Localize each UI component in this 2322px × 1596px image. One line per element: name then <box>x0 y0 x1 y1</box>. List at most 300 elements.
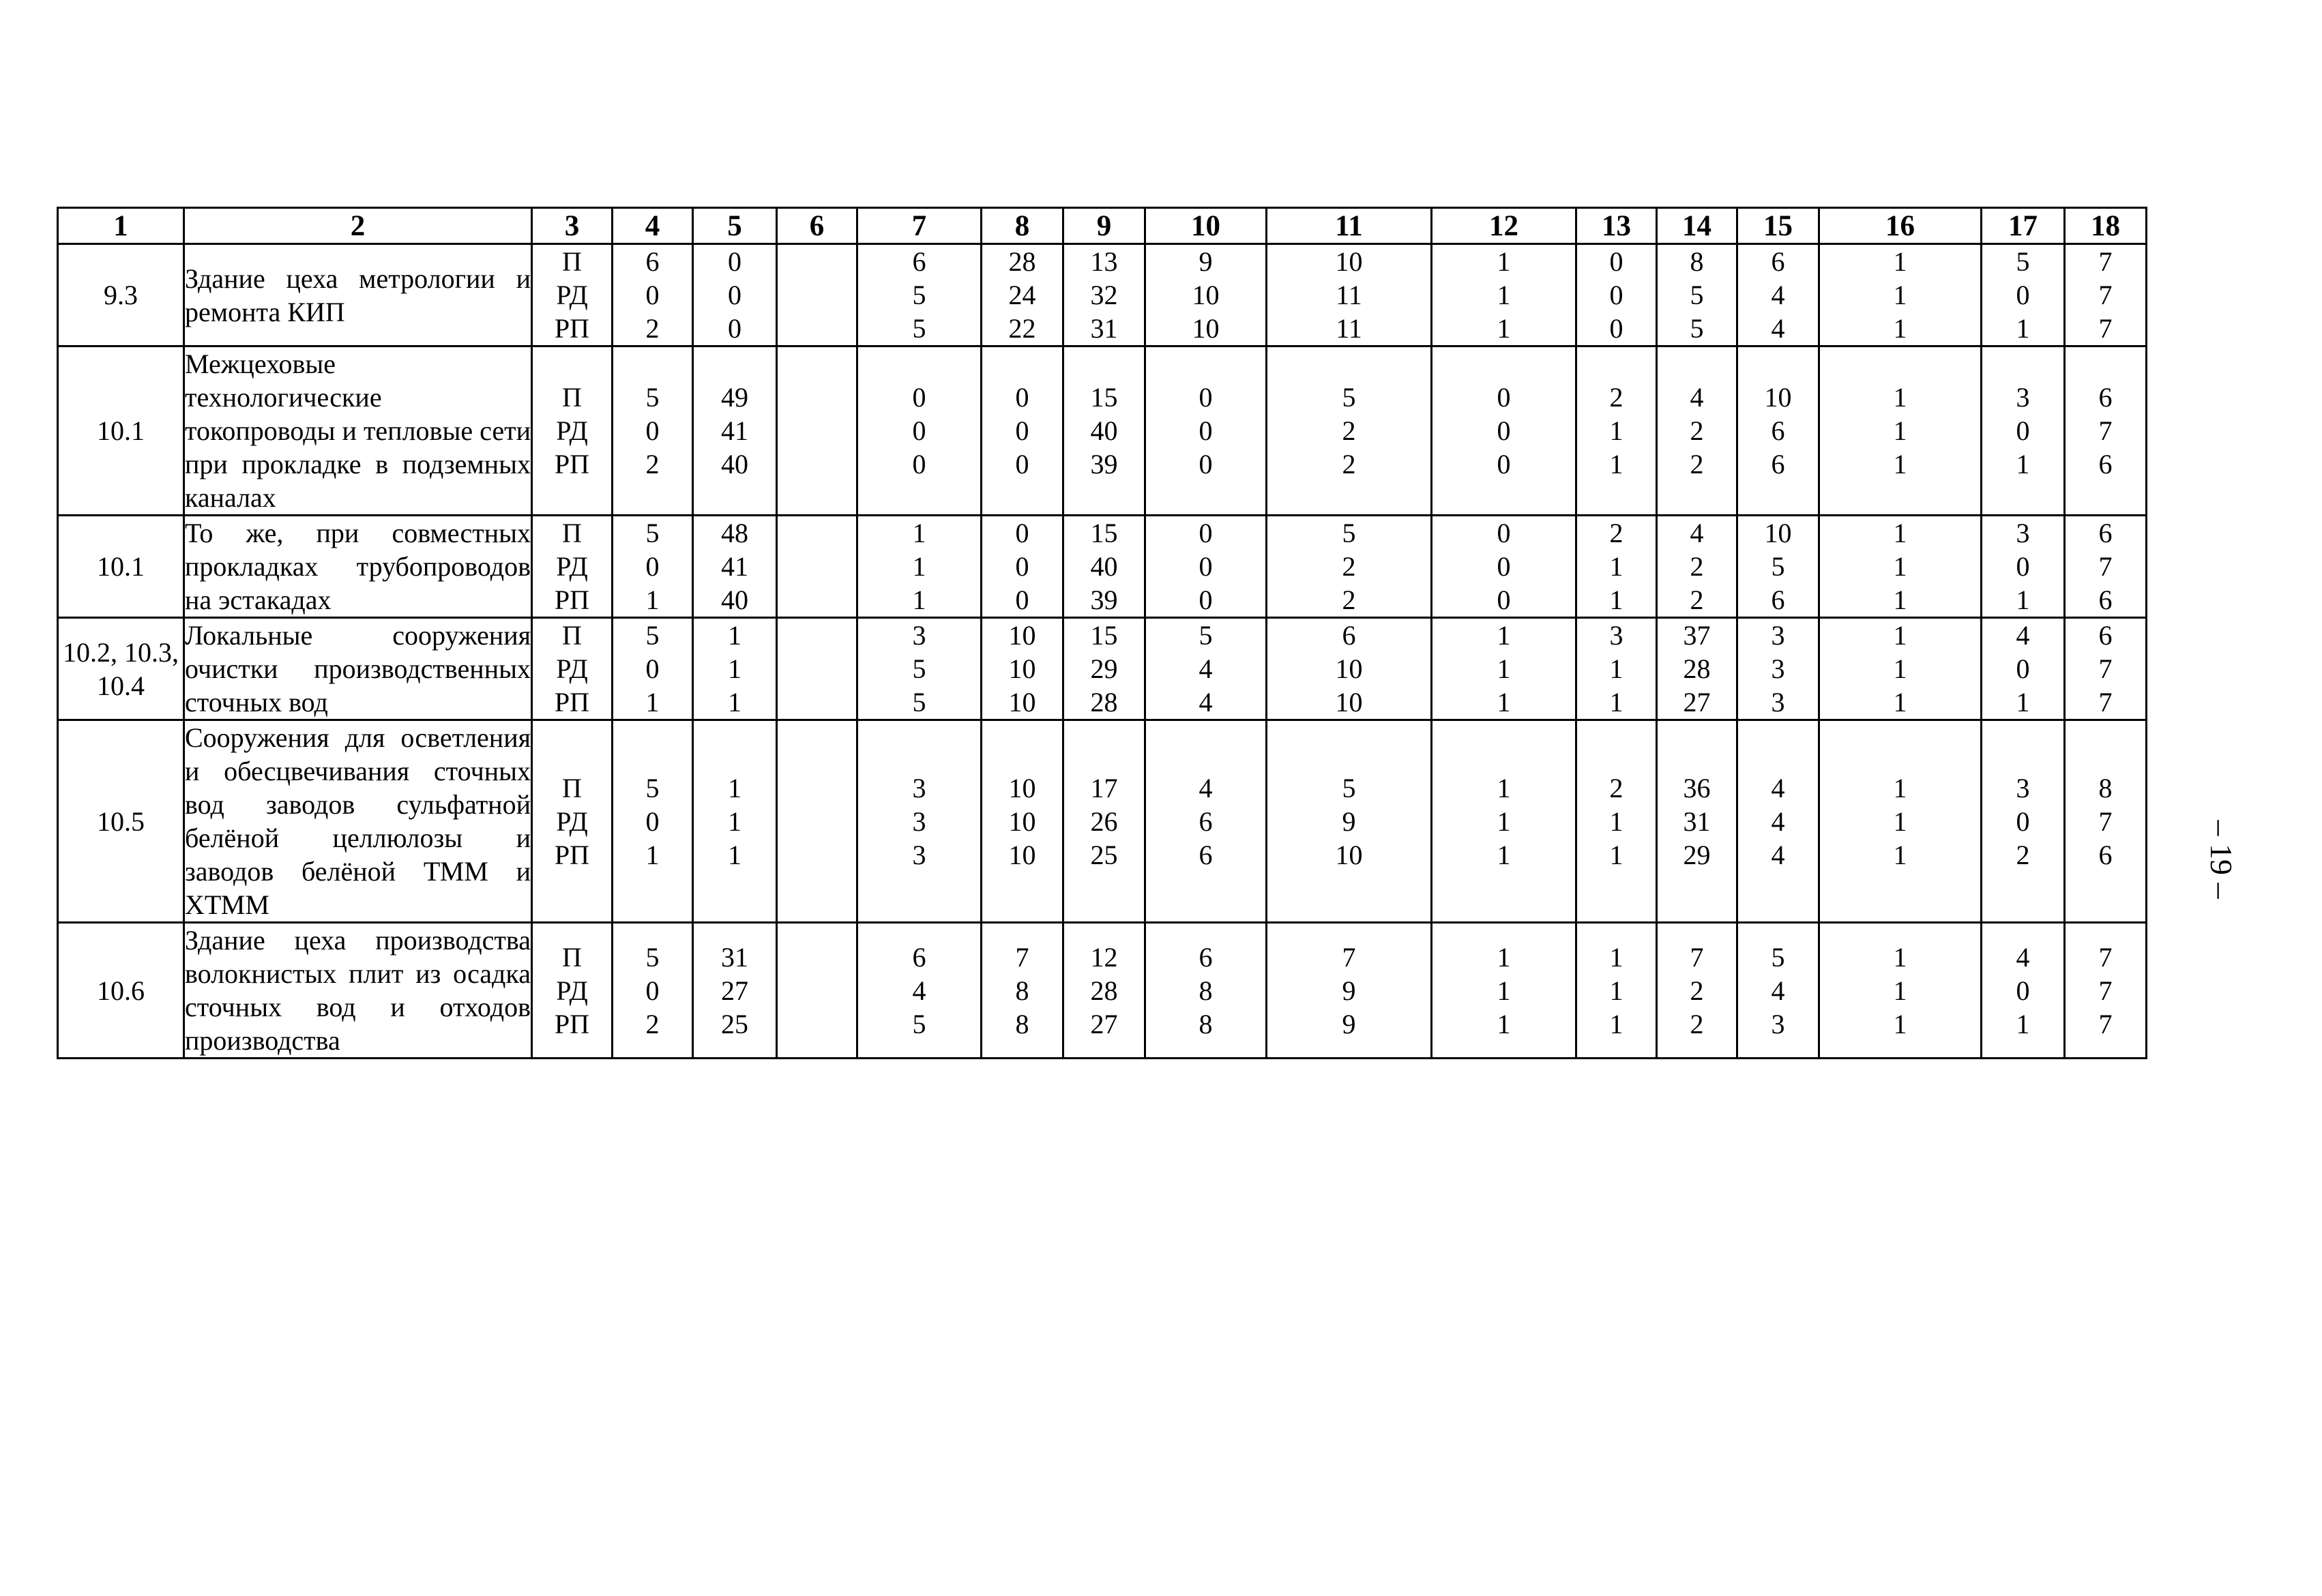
cell-value: 1 <box>1497 941 1511 973</box>
value-cell <box>1737 720 1819 923</box>
cell-value: 7 <box>1690 941 1704 973</box>
cell-value: 1 <box>1893 313 1907 344</box>
value-cell <box>1432 923 1576 1059</box>
cell-value: 0 <box>1199 382 1213 413</box>
cell-value: 4 <box>1771 975 1785 1006</box>
value-cell <box>532 618 613 720</box>
value-cell <box>1819 923 1982 1059</box>
header-cell: 5 <box>693 208 777 244</box>
cell-value: 1 <box>1893 941 1907 973</box>
cell-value: 1 <box>1497 1008 1511 1039</box>
cell-value: 13 <box>1090 246 1118 277</box>
cell-value: 3 <box>912 772 926 803</box>
section-number: 10.5 <box>58 720 184 923</box>
header-cell: 4 <box>613 208 693 244</box>
cell-value: 1 <box>1893 772 1907 803</box>
cell-value: П <box>562 620 582 651</box>
value-cell <box>532 346 613 516</box>
cell-value: 10 <box>1192 313 1220 344</box>
value-cell <box>1432 618 1576 720</box>
cell-value: 10 <box>1008 806 1036 837</box>
cell-value: 10 <box>1764 382 1792 413</box>
cell-value: 4 <box>1690 518 1704 548</box>
cell-value: 1 <box>1609 1008 1623 1039</box>
cell-value: 3 <box>1771 1008 1785 1039</box>
cell-value: 37 <box>1683 620 1711 651</box>
cell-value: 9 <box>1342 1008 1356 1039</box>
value-cell <box>693 516 777 618</box>
cell-value: 0 <box>1015 518 1029 548</box>
cell-value: 15 <box>1090 518 1118 548</box>
cell-value: 10 <box>1008 687 1036 718</box>
value-cell <box>532 923 613 1059</box>
cell-value: 7 <box>2098 313 2113 344</box>
cell-value: 1 <box>1609 415 1623 446</box>
value-cell <box>693 923 777 1059</box>
value-cell <box>982 516 1063 618</box>
value-cell <box>857 720 982 923</box>
cell-value: РП <box>554 313 590 344</box>
cell-value: 1 <box>1893 585 1907 615</box>
value-cell <box>1819 516 1982 618</box>
table-row <box>58 923 2147 1059</box>
cell-value: 0 <box>1015 415 1029 446</box>
cell-value: 7 <box>2098 806 2113 837</box>
cell-value: 6 <box>912 941 926 973</box>
value-cell <box>982 346 1063 516</box>
cell-value: 2 <box>645 313 660 344</box>
cell-value: 0 <box>645 975 660 1006</box>
cell-value: 5 <box>645 518 660 548</box>
cell-value: 0 <box>2016 280 2030 310</box>
cell-value: 4 <box>912 975 926 1006</box>
value-cell <box>1576 244 1657 346</box>
value-cell <box>857 244 982 346</box>
cell-value: 6 <box>912 246 926 277</box>
header-cell: 1 <box>58 208 184 244</box>
cell-value: 1 <box>2016 1008 2030 1039</box>
cell-value: 2 <box>645 449 660 479</box>
cell-value: 7 <box>2098 687 2113 718</box>
cell-value: 1 <box>1497 280 1511 310</box>
cell-value: 1 <box>1893 653 1907 684</box>
cell-value: 2 <box>1342 551 1356 582</box>
value-cell <box>1819 720 1982 923</box>
cell-value: 1 <box>1609 653 1623 684</box>
object-name: Здание цеха производства волокнистых плит из осадка сточных вод и отходов производства <box>184 923 532 1059</box>
cell-value: 32 <box>1090 280 1118 310</box>
cell-value: 1 <box>1497 772 1511 803</box>
cell-value: 8 <box>1690 246 1704 277</box>
cell-value: 6 <box>1771 246 1785 277</box>
cell-value: 28 <box>1683 653 1711 684</box>
cell-value: 7 <box>2098 551 2113 582</box>
value-cell <box>613 346 693 516</box>
cell-value: 5 <box>912 280 926 310</box>
cell-value: 1 <box>1497 620 1511 651</box>
cell-value: 1 <box>1893 415 1907 446</box>
cell-value: 1 <box>728 653 741 684</box>
cell-value: 9 <box>1199 246 1213 277</box>
data-table <box>57 207 2147 1059</box>
cell-value: 2 <box>1690 449 1704 479</box>
cell-value: 1 <box>1497 806 1511 837</box>
cell-value: 5 <box>645 772 660 803</box>
header-cell: 8 <box>982 208 1063 244</box>
cell-value: 7 <box>2098 280 2113 310</box>
value-cell <box>1576 618 1657 720</box>
value-cell <box>2065 720 2147 923</box>
value-cell <box>613 720 693 923</box>
cell-value: 6 <box>1771 449 1785 479</box>
cell-value: 1 <box>1893 975 1907 1006</box>
value-cell <box>1145 720 1267 923</box>
cell-value: 10 <box>1192 280 1220 310</box>
cell-value: 3 <box>2016 772 2030 803</box>
cell-value: 9 <box>1342 806 1356 837</box>
cell-value: 2 <box>1690 1008 1704 1039</box>
value-cell <box>1063 346 1145 516</box>
cell-value: 1 <box>1609 941 1623 973</box>
cell-value: 1 <box>1893 280 1907 310</box>
cell-value: П <box>562 941 582 973</box>
cell-value: 2 <box>1690 415 1704 446</box>
cell-value: 1 <box>728 620 741 651</box>
value-cell <box>1145 516 1267 618</box>
cell-value: 4 <box>1771 772 1785 803</box>
header-cell: 15 <box>1737 208 1819 244</box>
cell-value: 0 <box>1199 449 1213 479</box>
cell-value: 1 <box>1893 246 1907 277</box>
value-cell <box>1145 346 1267 516</box>
value-cell <box>693 618 777 720</box>
cell-value: 3 <box>912 620 926 651</box>
value-cell <box>1267 618 1432 720</box>
cell-value: 5 <box>1771 941 1785 973</box>
cell-value: 1 <box>1893 687 1907 718</box>
cell-value: 1 <box>1893 449 1907 479</box>
value-cell <box>777 923 857 1059</box>
cell-value: 1 <box>1893 839 1907 870</box>
value-cell <box>857 346 982 516</box>
cell-value: 0 <box>1497 518 1511 548</box>
cell-value: 2 <box>1342 415 1356 446</box>
header-cell: 13 <box>1576 208 1657 244</box>
cell-value: 3 <box>1771 653 1785 684</box>
cell-value: 1 <box>912 585 926 615</box>
cell-value: 0 <box>2016 653 2030 684</box>
cell-value: 5 <box>912 1008 926 1039</box>
cell-value: 5 <box>645 941 660 973</box>
cell-value: РД <box>556 551 588 582</box>
cell-value: 2 <box>1609 518 1623 548</box>
section-number: 9.3 <box>58 244 184 346</box>
value-cell <box>532 720 613 923</box>
value-cell <box>613 923 693 1059</box>
cell-value: 9 <box>1342 975 1356 1006</box>
value-cell <box>777 244 857 346</box>
cell-value: 6 <box>1199 839 1213 870</box>
value-cell <box>1982 244 2065 346</box>
value-cell <box>1267 516 1432 618</box>
cell-value: 4 <box>1199 653 1213 684</box>
cell-value: 5 <box>645 620 660 651</box>
cell-value: 2 <box>1690 551 1704 582</box>
value-cell <box>1267 923 1432 1059</box>
cell-value: 7 <box>2098 1008 2113 1039</box>
cell-value: 5 <box>1690 280 1704 310</box>
value-cell <box>1576 516 1657 618</box>
object-name: Локальные сооружения очистки производственных сточных вод <box>184 618 532 720</box>
cell-value: 3 <box>912 839 926 870</box>
cell-value: 1 <box>1893 518 1907 548</box>
cell-value: П <box>562 772 582 803</box>
value-cell <box>1982 923 2065 1059</box>
value-cell <box>1145 923 1267 1059</box>
header-cell: 12 <box>1432 208 1576 244</box>
cell-value: РП <box>554 585 590 615</box>
cell-value: 4 <box>1771 839 1785 870</box>
value-cell <box>857 516 982 618</box>
cell-value: 7 <box>1342 941 1356 973</box>
section-number: 10.1 <box>58 516 184 618</box>
cell-value: П <box>562 246 582 277</box>
value-cell <box>1657 516 1737 618</box>
cell-value: 11 <box>1336 313 1362 344</box>
cell-value: 8 <box>1015 975 1029 1006</box>
cell-value: 15 <box>1090 382 1118 413</box>
cell-value: 1 <box>728 772 741 803</box>
cell-value: 0 <box>645 653 660 684</box>
cell-value: 0 <box>645 280 660 310</box>
cell-value: РП <box>554 687 590 718</box>
cell-value: 7 <box>2098 941 2113 973</box>
cell-value: 10 <box>1008 653 1036 684</box>
cell-value: РП <box>554 839 590 870</box>
cell-value: 2 <box>1609 382 1623 413</box>
cell-value: 5 <box>1342 382 1356 413</box>
cell-value: 0 <box>1609 313 1623 344</box>
cell-value: 0 <box>1497 449 1511 479</box>
cell-value: 48 <box>721 518 748 548</box>
cell-value: 1 <box>1893 1008 1907 1039</box>
cell-value: 4 <box>1771 806 1785 837</box>
value-cell <box>1819 244 1982 346</box>
cell-value: 1 <box>728 839 741 870</box>
cell-value: 2 <box>1609 772 1623 803</box>
cell-value: 0 <box>728 246 741 277</box>
cell-value: 27 <box>1683 687 1711 718</box>
cell-value: П <box>562 382 582 413</box>
cell-value: 0 <box>2016 415 2030 446</box>
header-cell: 18 <box>2065 208 2147 244</box>
cell-value: 5 <box>1690 313 1704 344</box>
cell-value: 3 <box>2016 518 2030 548</box>
cell-value: 25 <box>721 1008 748 1039</box>
cell-value: 1 <box>1893 382 1907 413</box>
cell-value: 1 <box>1497 975 1511 1006</box>
cell-value: 1 <box>2016 687 2030 718</box>
cell-value: 4 <box>1199 687 1213 718</box>
value-cell <box>1267 720 1432 923</box>
value-cell <box>1657 618 1737 720</box>
cell-value: 36 <box>1683 772 1711 803</box>
value-cell <box>613 618 693 720</box>
value-cell <box>1657 923 1737 1059</box>
cell-value: 5 <box>912 653 926 684</box>
cell-value: 7 <box>2098 975 2113 1006</box>
cell-value: РД <box>556 653 588 684</box>
cell-value: 41 <box>721 551 748 582</box>
cell-value: 0 <box>1497 585 1511 615</box>
table-row <box>58 720 2147 923</box>
value-cell <box>1737 923 1819 1059</box>
cell-value: 27 <box>1090 1008 1118 1039</box>
cell-value: 1 <box>2016 449 2030 479</box>
cell-value: 10 <box>1335 246 1363 277</box>
cell-value: РД <box>556 280 588 310</box>
cell-value: 0 <box>645 551 660 582</box>
cell-value: 0 <box>912 382 926 413</box>
value-cell <box>1982 516 2065 618</box>
table-row <box>58 516 2147 618</box>
cell-value: 2 <box>1342 585 1356 615</box>
cell-value: 6 <box>645 246 660 277</box>
cell-value: 7 <box>1015 941 1029 973</box>
value-cell <box>693 244 777 346</box>
page-number: – 19 – <box>2204 820 2239 899</box>
cell-value: 0 <box>645 806 660 837</box>
value-cell <box>1982 720 2065 923</box>
cell-value: 2 <box>2016 839 2030 870</box>
object-name: Сооружения для осветления и обесцвечивания сточных вод заводов сульфатной белёной целлюлозы и заводов белёной ТММ и ХТММ <box>184 720 532 923</box>
value-cell <box>1063 720 1145 923</box>
value-cell <box>1657 346 1737 516</box>
cell-value: 10 <box>1764 518 1792 548</box>
cell-value: 6 <box>2098 839 2113 870</box>
cell-value: 6 <box>1771 415 1785 446</box>
cell-value: 8 <box>2098 772 2113 803</box>
cell-value: 49 <box>721 382 748 413</box>
cell-value: 1 <box>912 551 926 582</box>
header-cell: 17 <box>1982 208 2065 244</box>
header-cell: 11 <box>1267 208 1432 244</box>
cell-value: РД <box>556 806 588 837</box>
header-row <box>58 208 2147 244</box>
cell-value: 1 <box>1497 839 1511 870</box>
cell-value: 17 <box>1090 772 1118 803</box>
cell-value: 26 <box>1090 806 1118 837</box>
value-cell <box>1145 618 1267 720</box>
cell-value: 0 <box>1609 280 1623 310</box>
value-cell <box>1145 244 1267 346</box>
value-cell <box>2065 618 2147 720</box>
cell-value: 2 <box>1690 975 1704 1006</box>
cell-value: 0 <box>645 415 660 446</box>
cell-value: 25 <box>1090 839 1118 870</box>
value-cell <box>2065 346 2147 516</box>
value-cell <box>1657 244 1737 346</box>
cell-value: 29 <box>1683 839 1711 870</box>
cell-value: РП <box>554 449 590 479</box>
table-row <box>58 244 2147 346</box>
cell-value: 1 <box>1893 551 1907 582</box>
value-cell <box>1063 516 1145 618</box>
cell-value: 7 <box>2098 653 2113 684</box>
cell-value: 31 <box>721 941 748 973</box>
cell-value: 1 <box>645 839 660 870</box>
cell-value: РД <box>556 415 588 446</box>
cell-value: 2 <box>1690 585 1704 615</box>
value-cell <box>1819 618 1982 720</box>
cell-value: 8 <box>1015 1008 1029 1039</box>
cell-value: 0 <box>1015 585 1029 615</box>
cell-value: 22 <box>1008 313 1036 344</box>
value-cell <box>982 618 1063 720</box>
cell-value: 10 <box>1335 687 1363 718</box>
cell-value: 1 <box>1609 585 1623 615</box>
cell-value: 12 <box>1090 941 1118 973</box>
value-cell <box>2065 244 2147 346</box>
section-number: 10.6 <box>58 923 184 1059</box>
value-cell <box>777 720 857 923</box>
value-cell <box>857 923 982 1059</box>
cell-value: П <box>562 518 582 548</box>
cell-value: 5 <box>1199 620 1213 651</box>
cell-value: 1 <box>1609 449 1623 479</box>
cell-value: 27 <box>721 975 748 1006</box>
cell-value: 0 <box>1497 415 1511 446</box>
value-cell <box>1737 244 1819 346</box>
cell-value: 5 <box>912 313 926 344</box>
value-cell <box>693 720 777 923</box>
value-cell <box>857 618 982 720</box>
cell-value: 0 <box>1497 382 1511 413</box>
cell-value: 40 <box>1090 415 1118 446</box>
object-name: Здание цеха метрологии и ремонта КИП <box>184 244 532 346</box>
value-cell <box>1432 720 1576 923</box>
cell-value: 5 <box>1342 518 1356 548</box>
cell-value: 6 <box>2098 585 2113 615</box>
value-cell <box>777 346 857 516</box>
value-cell <box>1576 923 1657 1059</box>
cell-value: 3 <box>1609 620 1623 651</box>
value-cell <box>1432 244 1576 346</box>
value-cell <box>777 516 857 618</box>
cell-value: 7 <box>2098 246 2113 277</box>
cell-value: 6 <box>1342 620 1356 651</box>
table-row <box>58 346 2147 516</box>
cell-value: РП <box>554 1008 590 1039</box>
value-cell <box>613 244 693 346</box>
value-cell <box>2065 923 2147 1059</box>
value-cell <box>1576 720 1657 923</box>
cell-value: 5 <box>1342 772 1356 803</box>
cell-value: 10 <box>1335 653 1363 684</box>
value-cell <box>1819 346 1982 516</box>
value-cell <box>613 516 693 618</box>
cell-value: 1 <box>1609 975 1623 1006</box>
cell-value: 0 <box>1015 382 1029 413</box>
cell-value: 7 <box>2098 415 2113 446</box>
cell-value: 6 <box>1199 806 1213 837</box>
value-cell <box>693 346 777 516</box>
cell-value: РД <box>556 975 588 1006</box>
cell-value: 4 <box>2016 941 2030 973</box>
section-number: 10.2, 10.3, 10.4 <box>58 618 184 720</box>
cell-value: 39 <box>1090 449 1118 479</box>
cell-value: 1 <box>912 518 926 548</box>
